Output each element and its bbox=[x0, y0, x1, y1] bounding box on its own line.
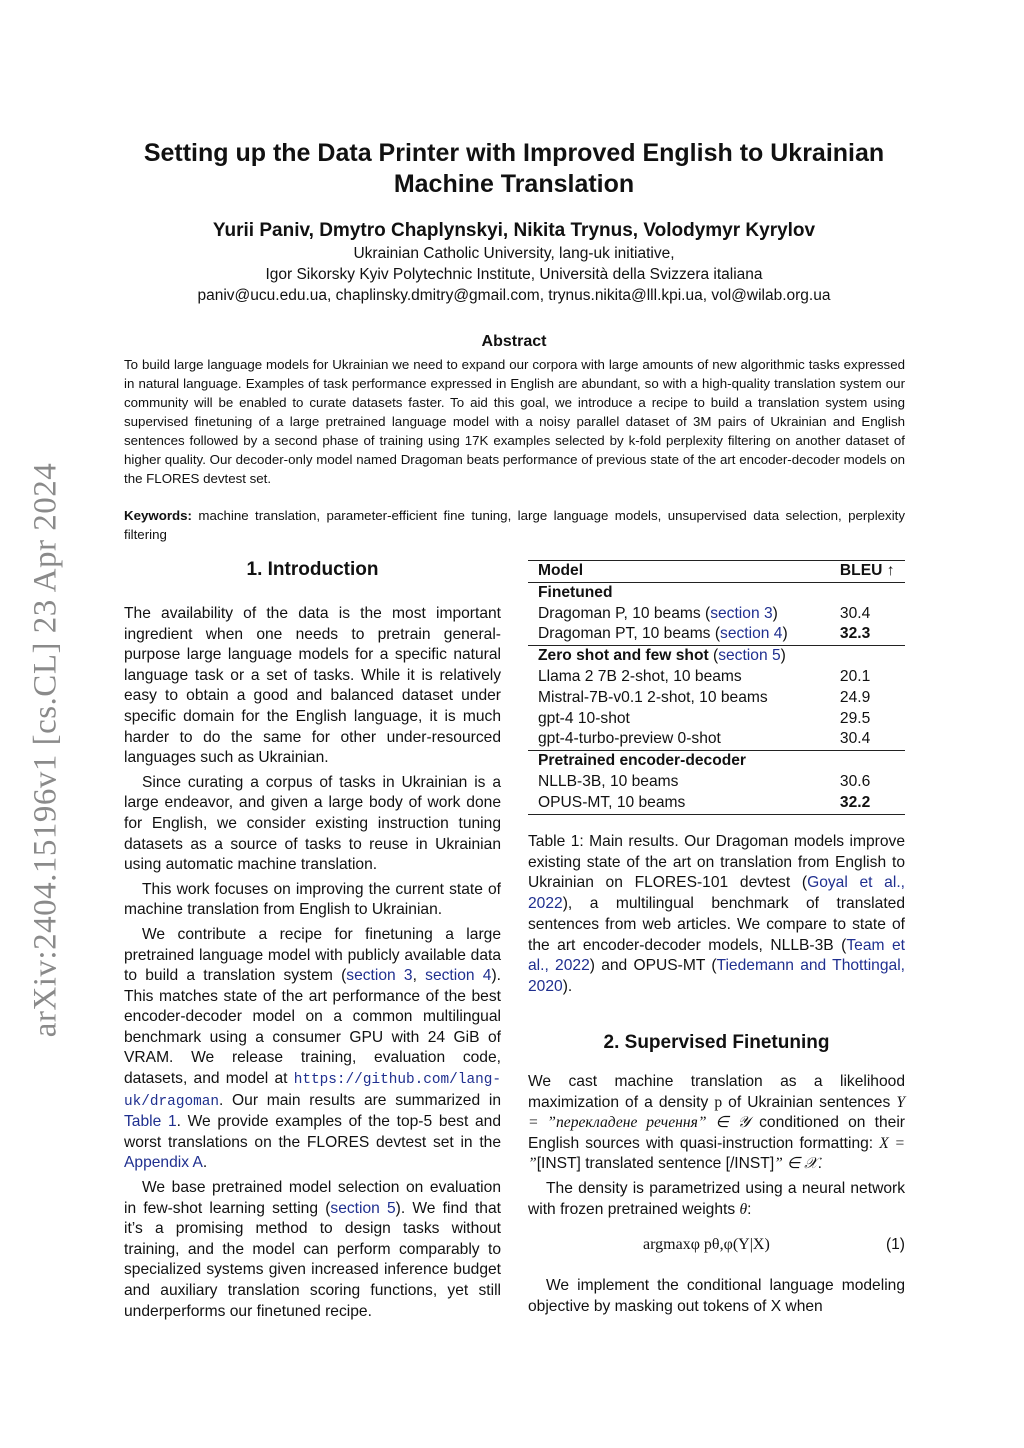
results-table-wrapper bbox=[528, 560, 905, 815]
tiedemann-citation[interactable]: Tiedemann and Thottingal, 2020 bbox=[528, 957, 905, 995]
table-header-row bbox=[528, 561, 905, 583]
appendix-a-link[interactable]: Appendix A bbox=[124, 1154, 203, 1172]
table-1-link[interactable]: Table 1 bbox=[124, 1113, 177, 1131]
equation-formula: argmaxφ pθ,φ(Y|X) bbox=[643, 1236, 770, 1253]
table-row: OPUS-MT, 10 beams 32.2 bbox=[528, 793, 905, 814]
keywords bbox=[124, 506, 905, 544]
section-4-link[interactable]: section 4 bbox=[425, 967, 492, 985]
table-row: NLLB-3B, 10 beams 30.6 bbox=[538, 772, 871, 790]
finetuning-paragraph-2: The density is parametrized using a neural network with frozen pretrained weights θ: bbox=[528, 1179, 905, 1218]
section-1-heading: 1. Introduction bbox=[246, 559, 379, 580]
table-section-4-link[interactable]: section 4 bbox=[720, 625, 783, 643]
results-table bbox=[528, 560, 905, 815]
header-model: Model bbox=[528, 561, 830, 583]
table-section-3-link[interactable]: section 3 bbox=[710, 604, 773, 622]
finetuning-column bbox=[528, 1072, 905, 1224]
table-group-row: Pretrained encoder-decoder bbox=[528, 751, 905, 772]
abstract-text: To build large language models for Ukrainian we need to expand our corpora with large amounts of new algorithmic tasks expressed in natural language. Examples of task performance expressed in English are abundant, so with a high-quality translation system our community will be enabled to curate datasets faster. To aid this goal, we introduce a recipe to build a translation system using supervised finetuning of a large pretrained language model with a noisy parallel dataset of 3M pairs of Ukrainian and English sentences followed by a second phase of training using 17K examples selected by k-fold perplexity filtering on another dataset of higher quality. Our decoder-only model named Dragoman beats performance of previous state of the art encoder-decoder models on the FLORES devtest set. bbox=[124, 357, 905, 486]
table-row: Dragoman P, 10 beams (section 3) 30.4 bbox=[538, 604, 871, 622]
intro-paragraph-4: We contribute a recipe for finetuning a large pretrained language model with publicly available data to build a translation system (section 3, section 4). This matches state of the art performance of the best encoder-decoder model on a common multilingual benchmark using a consumer GPU with 24 GiB of VRAM. We release training, evaluation code, datasets, and model at https://github.com/lang-uk/dragoman. Our main results are summarized in Table 1. We provide examples of the top-5 best and worst translations on the FLORES devtest set in the Appendix A. bbox=[124, 925, 501, 1172]
table-row: gpt-4 10-shot 29.5 bbox=[538, 709, 871, 727]
table-row: Dragoman PT, 10 beams (section 4) 32.3 bbox=[538, 625, 871, 643]
table-row: Mistral-7B-v0.1 2-shot, 10 beams 24.9 bbox=[538, 688, 871, 706]
header-bleu: BLEU ↑ bbox=[830, 561, 905, 583]
table-group-row: Finetuned bbox=[538, 583, 613, 601]
keywords-label: Keywords: bbox=[124, 508, 192, 523]
affiliation-1: Ukrainian Catholic University, lang-uk initiative, bbox=[353, 245, 675, 262]
table-caption: Table 1: Main results. Our Dragoman models improve existing state of the art on translation from English to Ukrainian on FLORES-101 devtest (Goyal et al., 2022), a multilingual benchmark of translated sentences from web articles. We compare to state of the art encoder-decoder models, NLLB-3B (Team et al., 2022) and OPUS-MT (Tiedemann and Thottingal, 2020). bbox=[528, 833, 905, 995]
section-5-link[interactable]: section 5 bbox=[330, 1199, 396, 1217]
finetuning-paragraph-3: We implement the conditional language modeling objective by masking out tokens of X when bbox=[528, 1277, 905, 1315]
equation-number: (1) bbox=[885, 1236, 905, 1253]
finetuning-paragraph-1: We cast machine translation as a likelihood maximization of a density p of Ukrainian sentences Y = ”перекладене речення” ∈ 𝒴 conditioned on their English sources with quasi-instruction formatting: X = ”[INST] translated sentence [/INST]” ∈ 𝒳. bbox=[528, 1073, 905, 1173]
github-link[interactable]: https://github.com/lang-uk/dragoman bbox=[124, 1072, 501, 1110]
intro-paragraph-5: We base pretrained model selection on evaluation in few-shot learning setting (section 5). We find that it’s a promising method to design tasks without training, and the model can perform comparably to specialized systems given increased inference budget and auxiliary translation scoring functions, yet still underperforms our finetuned recipe. bbox=[124, 1179, 501, 1320]
arxiv-stamp: arXiv:2404.15196v1 [cs.CL] 23 Apr 2024 bbox=[27, 462, 64, 1038]
intro-column bbox=[124, 604, 501, 1326]
abstract-heading: Abstract bbox=[481, 333, 547, 350]
paper-title: Setting up the Data Printer with Improved English to Ukrainian Machine Translation bbox=[143, 139, 885, 198]
table-group-row: Zero shot and few shot (section 5) bbox=[528, 646, 905, 667]
goyal-citation[interactable]: Goyal et al., 2022 bbox=[528, 874, 905, 913]
table-row: Llama 2 7B 2-shot, 10 beams 20.1 bbox=[538, 667, 871, 685]
keywords-text: machine translation, parameter-efficient fine tuning, large language models, unsupervised data selection, perplexity filtering bbox=[124, 508, 905, 542]
intro-paragraph-1: The availability of the data is the most important ingredient when one needs to pretrain general-purpose large language models for a specific natural language task or a set of tasks. While it is relatively easy to obtain a good and balanced dataset under specific domain for the English language, it is much harder to do the same for other under-resourced languages such as Ukrainian. bbox=[124, 605, 501, 767]
section-3-link[interactable]: section 3 bbox=[346, 967, 413, 985]
table-row: gpt-4-turbo-preview 0-shot 30.4 bbox=[538, 730, 871, 748]
author-list: Yurii Paniv, Dmytro Chaplynskyi, Nikita Trynus, Volodymyr Kyrylov bbox=[212, 220, 816, 241]
team-citation[interactable]: Team et al., 2022 bbox=[528, 936, 905, 975]
section-2-heading: 2. Supervised Finetuning bbox=[603, 1032, 830, 1053]
intro-paragraph-2: Since curating a corpus of tasks in Ukrainian is a large endeavor, and given a large body of work done for English, we consider existing instruction tuning datasets as a source of tasks to reuse in Ukrainian using automatic machine translation. bbox=[124, 773, 501, 874]
intro-paragraph-3: This work focuses on improving the current state of machine translation from English to Ukrainian. bbox=[124, 880, 501, 919]
table-section-5-link[interactable]: section 5 bbox=[718, 647, 781, 665]
author-emails: paniv@ucu.edu.ua, chaplinsky.dmitry@gmail.com, trynus.nikita@lll.kpi.ua, vol@wilab.org.ua bbox=[197, 287, 831, 304]
affiliation-2: Igor Sikorsky Kyiv Polytechnic Institute, Università della Svizzera italiana bbox=[265, 266, 763, 283]
